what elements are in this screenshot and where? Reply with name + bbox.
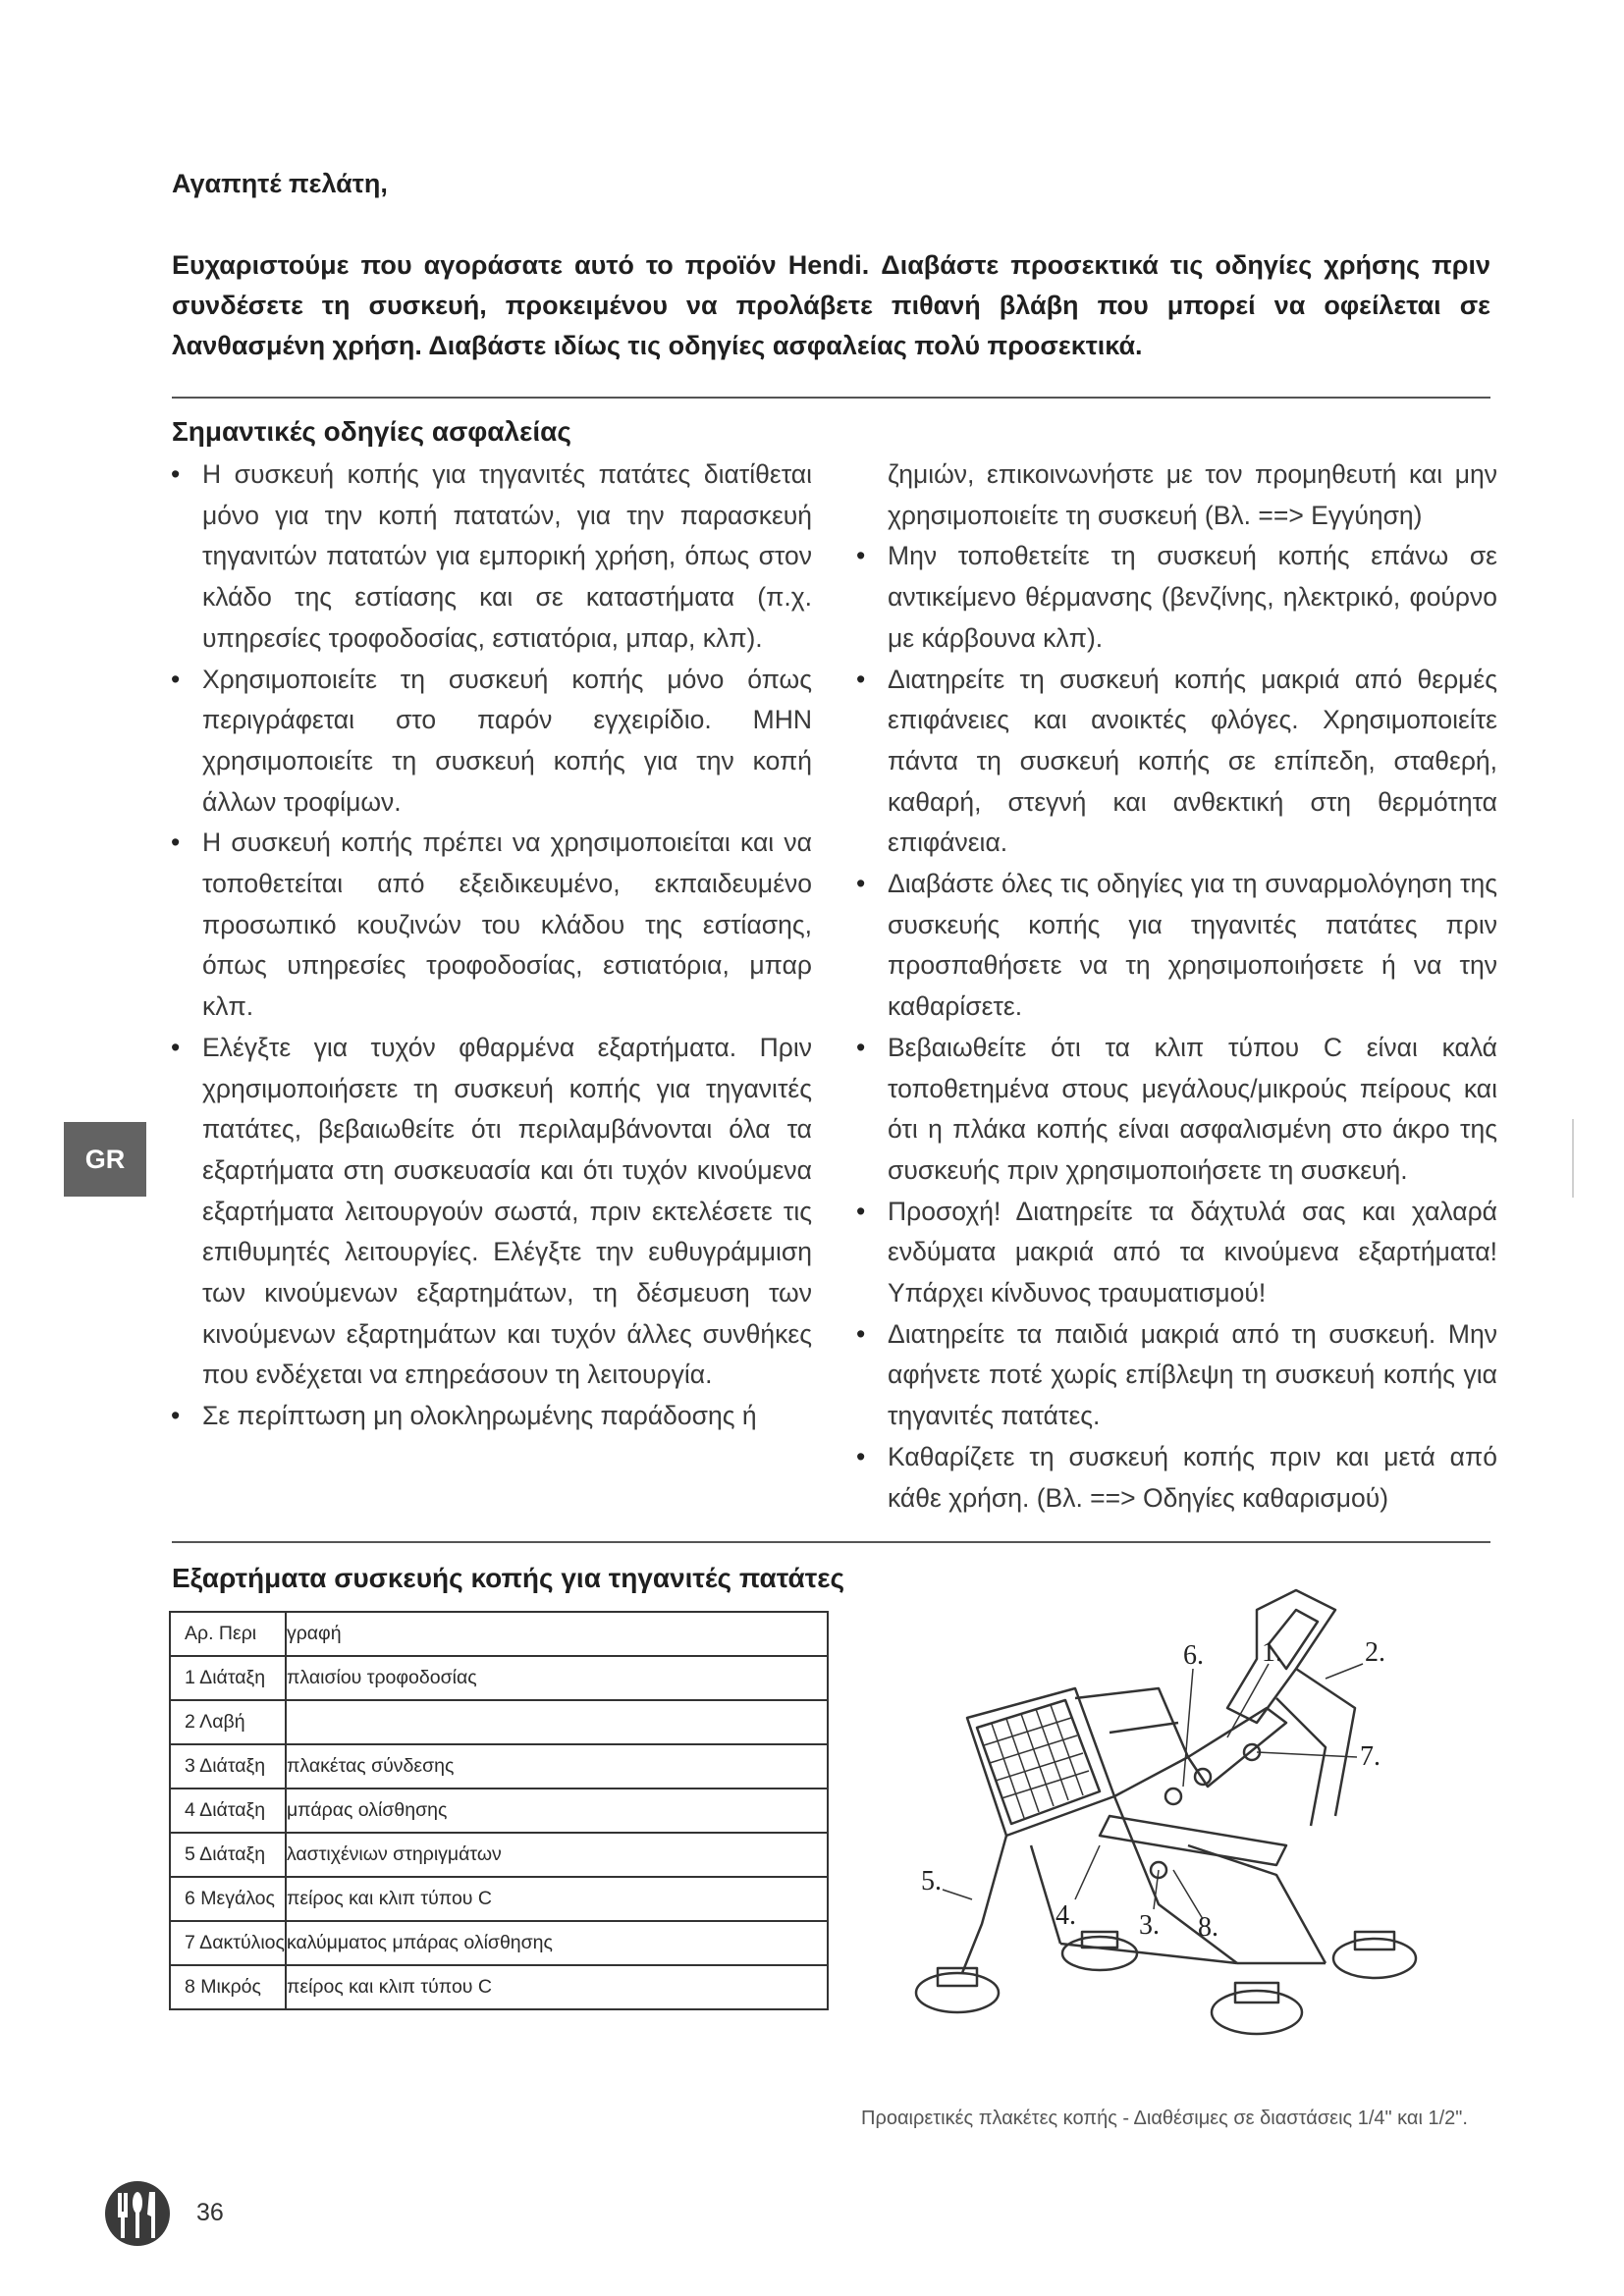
diagram-label: 2. (1365, 1637, 1385, 1668)
edge-mark (1572, 1119, 1574, 1198)
figure-caption: Προαιρετικές πλακέτες κοπής - Διαθέσιμες σε διαστάσεις 1/4" και 1/2". (861, 2108, 1468, 2129)
intro-paragraph: Ευχαριστούμε που αγοράσατε αυτό το προϊόν Hendi. Διαβάστε προσεκτικά τις οδηγίες χρήσης πριν συνδέσετε τη συσκευή, προκειμένου να προλάβετε πιθανή βλάβη που μπορεί να οφείλεται σε λανθασμένη χρήση. Διαβάστε ιδίως τις οδηγίες ασφαλείας πολύ προσεκτικά. (172, 250, 1490, 360)
safety-left-column (169, 454, 812, 1437)
table-row (170, 1877, 828, 1921)
table-cell: 3 Διάταξη (170, 1744, 286, 1789)
diagram-label: 7. (1360, 1741, 1380, 1772)
parts-table (169, 1611, 829, 2010)
table-row (170, 1833, 828, 1877)
hendi-cutlery-logo-icon (103, 2179, 172, 2248)
safety-bullet-item: • Προσοχή! Διατηρείτε τα δάχτυλά σας και χαλαρά ενδύματα μακριά από τα κινούμενα εξαρτήματα! Υπάρχει κίνδυνος τραυματισμού! (854, 1192, 1497, 1314)
diagram-label: 3. (1139, 1910, 1160, 1941)
table-cell: πλακέτας σύνδεσης (286, 1744, 828, 1789)
safety-bullet-item: • Η συσκευή κοπής πρέπει να χρησιμοποιείται και να τοποθετείται από εξειδικευμένο, εκπαιδευμένο προσωπικό κουζινών του κλάδου της εστίασης, όπως υπηρεσίες τροφοδοσίας, εστιατόρια, μπαρ κλπ. (169, 823, 812, 1028)
safety-bullet-item: • Χρησιμοποιείτε τη συσκευή κοπής μόνο όπως περιγράφεται στο παρόν εγχειρίδιο. ΜΗΝ χρησιμοποιείτε τη συσκευή κοπής για την κοπή άλλων τροφίμων. (169, 660, 812, 824)
safety-bullet-item: • Διατηρείτε τη συσκευή κοπής μακριά από θερμές επιφάνειες και ανοικτές φλόγες. Χρησιμοποιείτε πάντα τη συσκευή κοπής σε επίπεδη, σταθερή, καθαρή, στεγνή και ανθεκτική στη θερμότητα επιφάνεια. (854, 660, 1497, 865)
table-cell: καλύμματος μπάρας ολίσθησης (286, 1921, 828, 1965)
table-cell: πείρος και κλιπ τύπου C (286, 1877, 828, 1921)
table-row (170, 1921, 828, 1965)
table-cell: 6 Μεγάλος (170, 1877, 286, 1921)
page-number: 36 (196, 2199, 224, 2226)
parts-heading: Εξαρτήματα συσκευής κοπής για τηγανιτές πατάτες (172, 1563, 845, 1593)
table-header-cell: Αρ. Περι (170, 1612, 286, 1656)
safety-bullet-item: • Σε περίπτωση μη ολοκληρωμένης παράδοσης ή (169, 1396, 812, 1437)
diagram-label: 4. (1056, 1900, 1076, 1931)
table-cell: μπάρας ολίσθησης (286, 1789, 828, 1833)
table-cell: 2 Λαβή (170, 1700, 286, 1744)
safety-heading: Σημαντικές οδηγίες ασφαλείας (172, 416, 571, 447)
table-cell: λαστιχένιων στηριγμάτων (286, 1833, 828, 1877)
language-tab: GR (64, 1122, 146, 1197)
table-cell: 5 Διάταξη (170, 1833, 286, 1877)
greeting: Αγαπητέ πελάτη, (172, 169, 388, 198)
table-row (170, 1965, 828, 2009)
divider (172, 397, 1490, 399)
diagram-label: 5. (921, 1866, 942, 1896)
table-header-cell: γραφή (286, 1612, 828, 1656)
diagram-label: 8. (1198, 1912, 1218, 1943)
table-cell: 1 Διάταξη (170, 1656, 286, 1700)
safety-bullet-item: • Μην τοποθετείτε τη συσκευή κοπής επάνω σε αντικείμενο θέρμανσης (βενζίνης, ηλεκτρικό, φούρνο με κάρβουνα κλπ). (854, 536, 1497, 659)
safety-bullet-item: • Καθαρίζετε τη συσκευή κοπής πριν και μετά από κάθε χρήση. (Βλ. ==> Οδηγίες καθαρισμού) (854, 1437, 1497, 1519)
table-row (170, 1744, 828, 1789)
table-row (170, 1656, 828, 1700)
diagram-label: 6. (1183, 1640, 1204, 1671)
table-cell: 8 Μικρός (170, 1965, 286, 2009)
table-row (170, 1700, 828, 1744)
potato-cutter-diagram (864, 1551, 1512, 2081)
table-cell: πλαισίου τροφοδοσίας (286, 1656, 828, 1700)
diagram-label: 1. (1262, 1637, 1282, 1668)
table-cell (286, 1700, 828, 1744)
safety-right-column (854, 454, 1497, 1519)
safety-bullet-item: • Βεβαιωθείτε ότι τα κλιπ τύπου C είναι καλά τοποθετημένα στους μεγάλους/μικρούς πείρους και ότι η πλάκα κοπής είναι ασφαλισμένη στο άκρο της συσκευής πριν χρησιμοποιήσετε τη συσκευή. (854, 1028, 1497, 1192)
table-header-row (170, 1612, 828, 1656)
divider (172, 1541, 1490, 1543)
table-cell: 4 Διάταξη (170, 1789, 286, 1833)
continued-text: ζημιών, επικοινωνήστε με τον προμηθευτή και μην χρησιμοποιείτε τη συσκευή (Βλ. ==> Εγγύηση) (888, 459, 1497, 530)
safety-bullet-item: • Η συσκευή κοπής για τηγανιτές πατάτες διατίθεται μόνο για την κοπή πατατών, για την παρασκευή τηγανιτών πατατών για εμπορική χρήση, όπως στον κλάδο της εστίασης και σε καταστήματα (π.χ. υπηρεσίες τροφοδοσίας, εστιατόρια, μπαρ, κλπ). (169, 454, 812, 660)
table-cell: 7 Δακτύλιος (170, 1921, 286, 1965)
safety-bullet-item: • Ελέγξτε για τυχόν φθαρμένα εξαρτήματα. Πριν χρησιμοποιήσετε τη συσκευή κοπής για τηγανιτές πατάτες, βεβαιωθείτε ότι περιλαμβάνονται όλα τα εξαρτήματα στη συσκευασία και ότι τυχόν κινούμενα εξαρτήματα λειτουργούν σωστά, πριν εκτελέσετε τις επιθυμητές λειτουργίες. Ελέγξτε την ευθυγράμμιση των κινούμενων εξαρτημάτων, τη δέσμευση των κινούμενων εξαρτημάτων και τυχόν άλλες συνθήκες που ενδέχεται να επηρεάσουν τη λειτουργία. (169, 1028, 812, 1396)
safety-bullet-item: • Διατηρείτε τα παιδιά μακριά από τη συσκευή. Μην αφήνετε ποτέ χωρίς επίβλεψη τη συσκευή κοπής για τηγανιτές πατάτες. (854, 1314, 1497, 1437)
safety-bullet-item: • Διαβάστε όλες τις οδηγίες για τη συναρμολόγηση της συσκευής κοπής για τηγανιτές πατάτες πριν προσπαθήσετε να τη χρησιμοποιήσετε ή να την καθαρίσετε. (854, 864, 1497, 1028)
table-row (170, 1789, 828, 1833)
table-cell: πείρος και κλιπ τύπου C (286, 1965, 828, 2009)
